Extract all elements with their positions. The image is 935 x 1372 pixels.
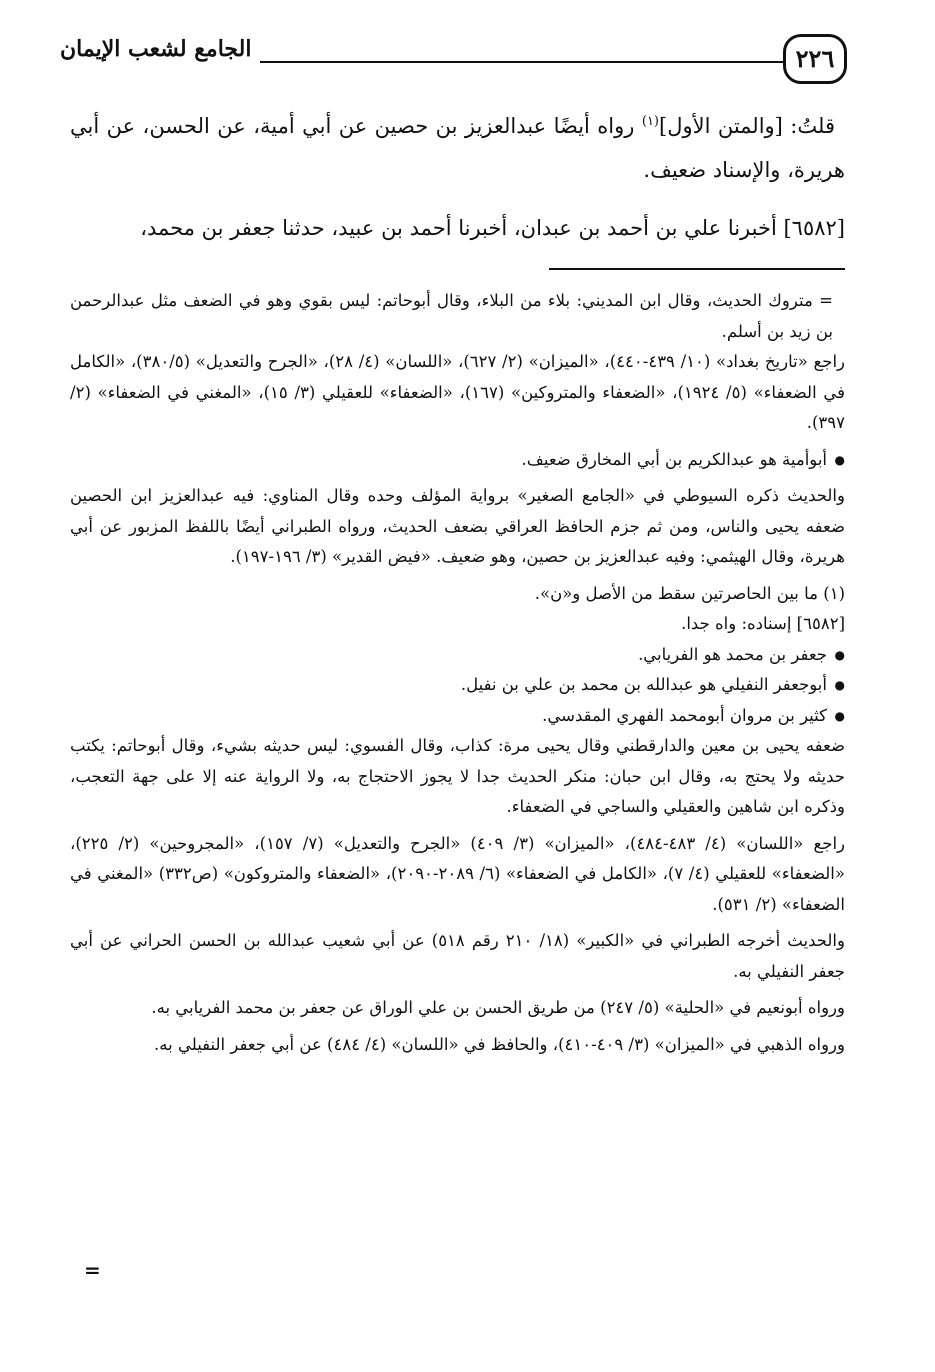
main-paragraph — [70, 104, 845, 192]
footnote-marker: (١) — [641, 114, 659, 129]
footnotes — [70, 286, 845, 1060]
note-paragraph: ضعفه يحيى بن معين والدارقطني وقال يحيى مرة: كذاب، وقال الفسوي: ليس حديثه بشيء، وقال أبوحاتم: يكتب حديثه ولا يحتج به، وقال ابن حبان: منكر الحديث جدا لا يجوز الاحتجاج به، ولا الرواية عنه إلا على جهة التعجب، وذكره ابن شاهين والعقيلي والساجي في الضعفاء. — [70, 736, 845, 816]
header-rule — [260, 61, 783, 63]
note-bullet: ● كثير بن مروان أبومحمد الفهري المقدسي. — [70, 701, 845, 732]
note-bullet: ● أبوأمية هو عبدالكريم بن أبي المخارق ضعيف. — [70, 445, 845, 476]
main-text — [70, 104, 845, 250]
note-isnad-grade: [٦٥٨٢] إسناده: واه جدا. — [681, 614, 845, 633]
note-bullet: ● جعفر بن محمد هو الفريابي. — [70, 640, 845, 671]
note-bullet: ● أبوجعفر النفيلي هو عبدالله بن محمد بن علي بن نفيل. — [70, 670, 845, 701]
continuation-mark: = — [84, 1258, 101, 1282]
note-paragraph: والحديث ذكره السيوطي في «الجامع الصغير» برواية المؤلف وحده وقال المناوي: فيه عبدالعزيز ابن الحصين ضعفه يحيى والناس، ومن ثم جزم الحافظ العراقي بضعف الحديث، ورواه الطبراني أيضًا باللفظ المزبور عن أبي هريرة، وقال الهيثمي: وفيه عبدالعزيز بن حصين، وهو ضعيف. «فيض القدير» (٣/ ١٩٦-١٩٧). — [70, 486, 845, 566]
note-paragraph: ورواه الذهبي في «الميزان» (٣/ ٤٠٩-٤١٠)، والحافظ في «اللسان» (٤/ ٤٨٤) عن أبي جعفر النفيلي به. — [154, 1034, 845, 1054]
note-paragraph: والحديث أخرجه الطبراني في «الكبير» (١٨/ ٢١٠ رقم ٥١٨) عن أبي شعيب عبدالله بن الحسن الحراني عن أبي جعفر النفيلي به. — [70, 931, 845, 981]
note-references: راجع «تاريخ بغداد» (١٠/ ٤٣٩-٤٤٠)، «الميزان» (٢/ ٦٢٧)، «اللسان» (٤/ ٢٨)، «الجرح والتعديل» (٣٨٠/٥)، «الكامل في الضعفاء» (٥/ ١٩٢٤)، «الضعفاء والمتروكين» (١٦٧)، «الضعفاء» للعقيلي (٣/ ١٥)، «المغني في الضعفاء» (٢/ ٣٩٧). — [70, 352, 846, 432]
note-continuation: = متروك الحديث، وقال ابن المديني: بلاء من البلاء، وقال أبوحاتم: ليس بقوي وهو في الضعف مثل عبدالرحمن بن زيد بن أسلم. — [70, 291, 833, 341]
footnote-1: (١) ما بين الحاصرتين سقط من الأصل و«ن». — [534, 583, 845, 603]
hadith-isnad: [٦٥٨٢] أخبرنا علي بن أحمد بن عبدان، أخبرنا أحمد بن عبيد، حدثنا جعفر بن محمد، — [140, 216, 845, 240]
main-paragraph-rest: رواه أيضًا عبدالعزيز بن حصين عن أبي أمية، عن الحسن، عن أبي هريرة، والإسناد ضعيف. — [70, 114, 845, 182]
running-title: الجامع لشعب الإيمان — [60, 36, 252, 62]
note-paragraph: ورواه أبونعيم في «الحلية» (٥/ ٢٤٧) من طريق الحسن بن علي الوراق عن جعفر بن محمد الفريابي به. — [151, 998, 845, 1017]
page-header — [60, 34, 847, 84]
note-references: راجع «اللسان» (٤/ ٤٨٣-٤٨٤)، «الميزان» (٣/ ٤٠٩) «الجرح والتعديل» (٧/ ١٥٧)، «المجروحين» (٢/ ٢٢٥)، «الضعفاء» للعقيلي (٤/ ٧)، «الكامل في الضعفاء» (٦/ ٢٠٨٩-٢٠٩٠)، «الضعفاء والمتروكون» (ص٣٣٢) «المغني في الضعفاء» (٢/ ٥٣١). — [70, 833, 846, 914]
page-number: ٢٢٦ — [783, 34, 847, 84]
main-paragraph-lead: قلتُ: [والمتن الأول] — [659, 114, 835, 138]
footnote-separator — [549, 268, 845, 270]
